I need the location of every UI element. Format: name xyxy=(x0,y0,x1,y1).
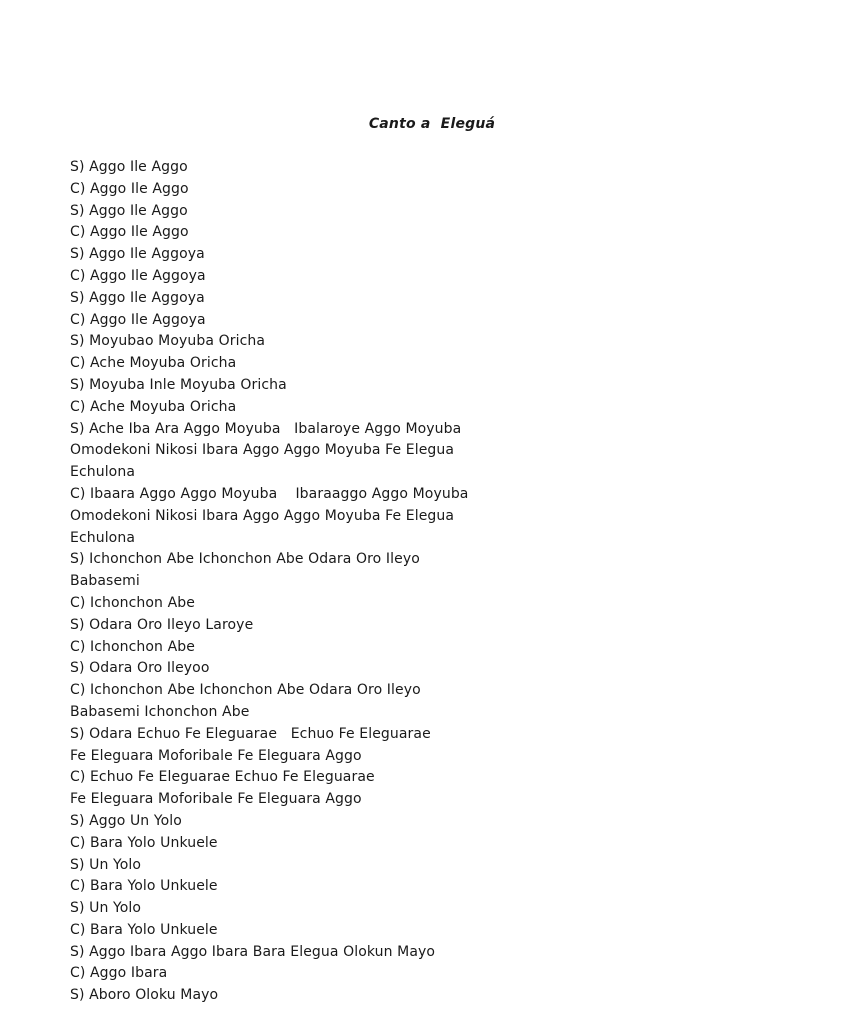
lyric-line: C) Aggo Ile Aggoya xyxy=(70,267,206,284)
lyric-line: C) Aggo Ile Aggo xyxy=(70,180,189,197)
lyric-line: C) Ache Moyuba Oricha xyxy=(70,355,237,372)
lyric-line: S) Aggo Ibara Aggo Ibara Bara Elegua Olokun Mayo xyxy=(70,943,436,960)
lyric-line: S) Aboro Oloku Mayo xyxy=(70,987,219,1004)
lyric-line: Echulona xyxy=(70,529,135,546)
lyric-line: C) Ibaara Aggo Aggo Moyuba Ibaraaggo Aggo Moyuba xyxy=(70,485,469,502)
lyric-line: S) Moyubao Moyuba Oricha xyxy=(70,333,266,350)
lyric-line: Echulona xyxy=(70,464,135,481)
lyric-line: S) Aggo Ile Aggoya xyxy=(70,246,205,263)
lyric-line: C) Aggo Ibara xyxy=(70,965,168,982)
lyric-line: S) Un Yolo xyxy=(70,856,142,873)
lyric-line: S) Aggo Un Yolo xyxy=(70,812,182,829)
lyric-line: S) Odara Oro Ileyo Laroye xyxy=(70,616,254,633)
lyric-line: C) Aggo Ile Aggoya xyxy=(70,311,206,328)
lyric-line: C) Ichonchon Abe xyxy=(70,638,195,655)
lyric-line: C) Ache Moyuba Oricha xyxy=(70,398,237,415)
lyric-line: Omodekoni Nikosi Ibara Aggo Aggo Moyuba Fe Elegua xyxy=(70,442,455,459)
lyric-line: Babasemi Ichonchon Abe xyxy=(70,703,250,720)
lyric-line: S) Odara Oro Ileyoo xyxy=(70,660,210,677)
lyric-line: S) Moyuba Inle Moyuba Oricha xyxy=(70,376,287,393)
lyric-line: C) Bara Yolo Unkuele xyxy=(70,921,218,938)
lyric-line: Omodekoni Nikosi Ibara Aggo Aggo Moyuba Fe Elegua xyxy=(70,507,455,524)
lyric-line: Babasemi xyxy=(70,573,140,590)
lyric-line: S) Aggo Ile Aggo xyxy=(70,202,188,219)
lyric-line: S) Odara Echuo Fe Eleguarae Echuo Fe Eleguarae xyxy=(70,725,431,742)
lyric-line: S) Aggo Ile Aggo xyxy=(70,159,188,175)
lyric-line: Fe Eleguara Moforibale Fe Eleguara Aggo xyxy=(70,791,362,808)
lyric-line: C) Ichonchon Abe xyxy=(70,594,195,611)
lyric-line: S) Un Yolo xyxy=(70,900,142,917)
page-title: Canto a Eleguá xyxy=(368,116,496,132)
lyric-line: S) Aggo Ile Aggoya xyxy=(70,289,205,306)
lyric-line: S) Ache Iba Ara Aggo Moyuba Ibalaroye Aggo Moyuba xyxy=(70,420,462,437)
lyric-line: C) Echuo Fe Eleguarae Echuo Fe Eleguarae xyxy=(70,769,375,786)
lyrics-lines xyxy=(70,157,490,1004)
lyric-line: S) Ichonchon Abe Ichonchon Abe Odara Oro Ileyo xyxy=(70,551,420,568)
lyric-line: C) Bara Yolo Unkuele xyxy=(70,834,218,851)
lyric-line: C) Aggo Ile Aggo xyxy=(70,224,189,241)
lyric-line: Fe Eleguara Moforibale Fe Eleguara Aggo xyxy=(70,747,362,764)
lyric-line: C) Ichonchon Abe Ichonchon Abe Odara Oro Ileyo xyxy=(70,682,421,699)
lyric-line: C) Bara Yolo Unkuele xyxy=(70,878,218,895)
